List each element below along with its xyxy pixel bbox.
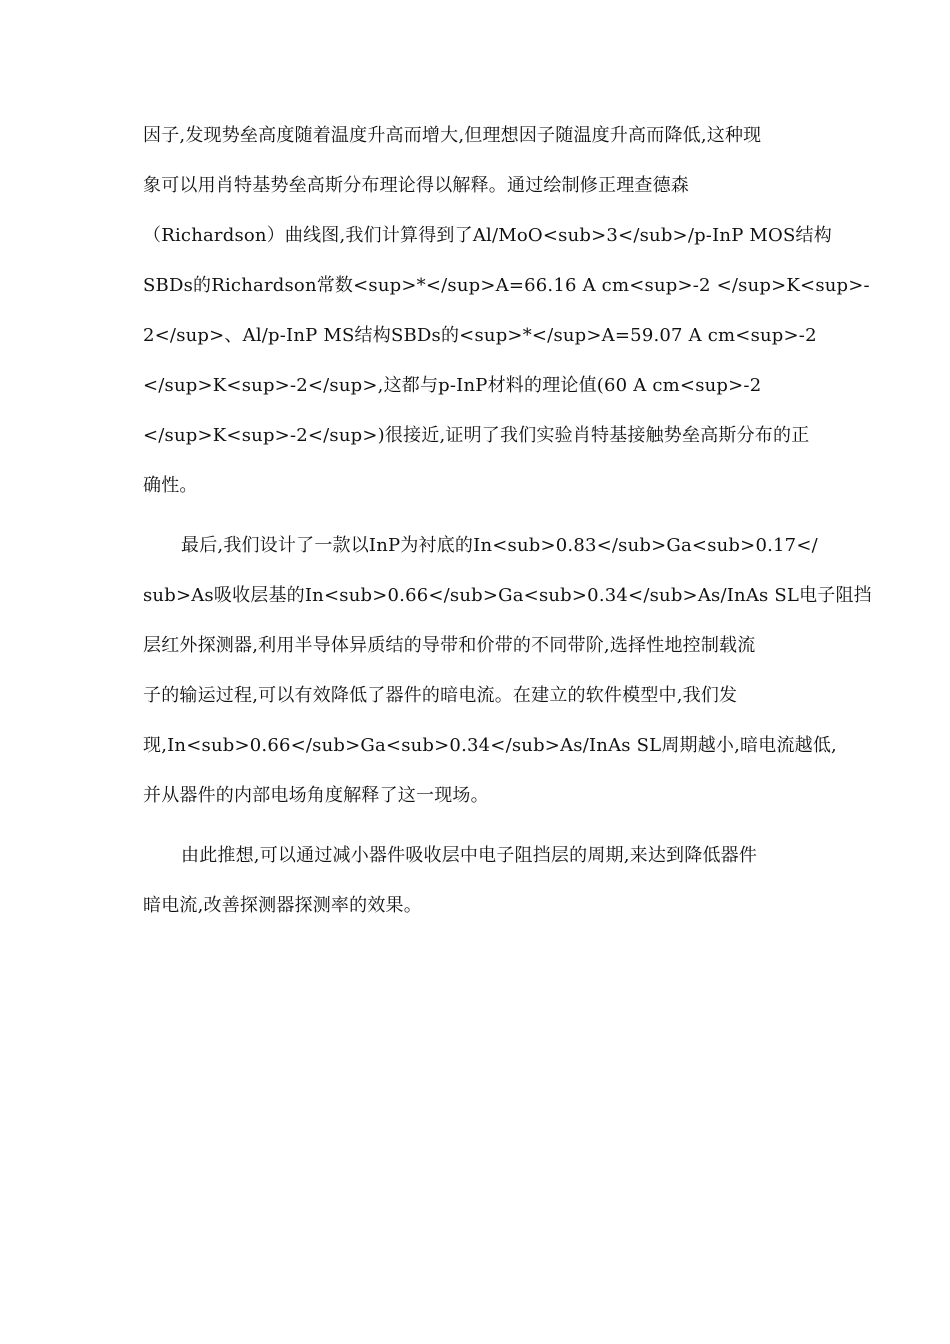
text-line: 最后,我们设计了一款以InP为衬底的In<sub>0.83</sub>Ga<sub>0.17</ <box>181 535 818 556</box>
text-line: </sup>K<sup>-2</sup>,这都与p-InP材料的理论值(60 A cm<sup>-2 <box>143 375 762 396</box>
text-line: 象可以用肖特基势垒高斯分布理论得以解释。通过绘制修正理查德森 <box>143 175 689 196</box>
text-line: 层红外探测器,利用半导体异质结的导带和价带的不同带阶,选择性地控制载流 <box>143 635 756 656</box>
text-line: sub>As吸收层基的In<sub>0.66</sub>Ga<sub>0.34</sub>As/InAs SL电子阻挡 <box>143 585 872 606</box>
text-line: SBDs的Richardson常数<sup>*</sup>A=66.16 A cm<sup>-2 </sup>K<sup>- <box>143 275 870 296</box>
text-line: （Richardson）曲线图,我们计算得到了Al/MoO<sub>3</sub>/p-InP MOS结构 <box>143 225 832 246</box>
text-line: 2</sup>、Al/p-InP MS结构SBDs的<sup>*</sup>A=59.07 A cm<sup>-2 <box>143 325 817 346</box>
text-line: 因子,发现势垒高度随着温度升高而增大,但理想因子随温度升高而降低,这种现 <box>143 125 762 146</box>
text-line: </sup>K<sup>-2</sup>)很接近,证明了我们实验肖特基接触势垒高斯分布的正 <box>143 425 810 446</box>
text-line: 由此推想,可以通过减小器件吸收层中电子阻挡层的周期,来达到降低器件 <box>181 845 758 866</box>
text-line: 子的输运过程,可以有效降低了器件的暗电流。在建立的软件模型中,我们发 <box>143 685 738 706</box>
text-line: 现,In<sub>0.66</sub>Ga<sub>0.34</sub>As/InAs SL周期越小,暗电流越低, <box>143 735 837 756</box>
text-line: 暗电流,改善探测器探测率的效果。 <box>143 895 422 916</box>
text-line: 确性。 <box>143 475 198 496</box>
text-line: 并从器件的内部电场角度解释了这一现场。 <box>143 785 489 806</box>
